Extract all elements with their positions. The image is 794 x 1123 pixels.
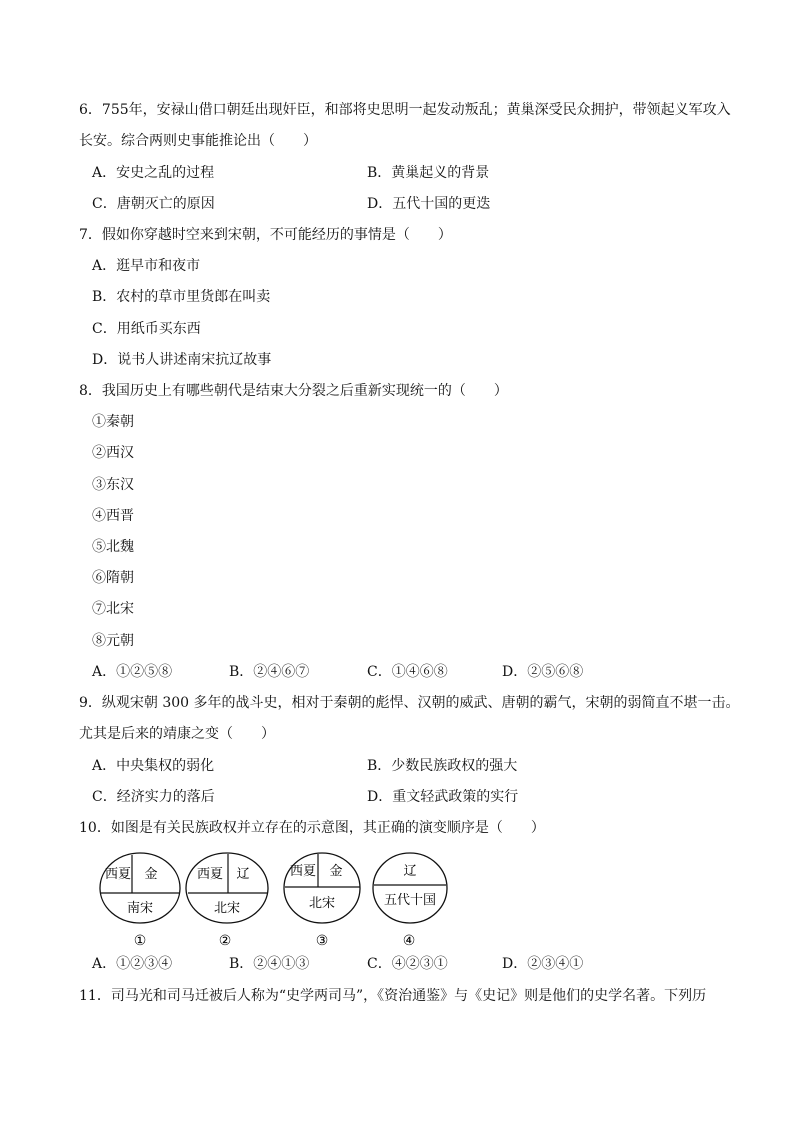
- diagram-1-top-right: 金: [144, 867, 158, 882]
- question-8-item-6: ⑥隋朝: [92, 570, 134, 586]
- question-10-option-b: B．②④①③: [229, 956, 310, 972]
- question-10-option-a: A．①②③④: [92, 956, 173, 972]
- question-8-item-3: ③东汉: [92, 477, 134, 493]
- question-6-option-a: A．安史之乱的过程: [92, 165, 215, 181]
- question-9-line-2: 尤其是后来的靖康之变（ ）: [79, 726, 275, 742]
- diagram-3-top-left: 西夏: [289, 864, 317, 879]
- question-6-option-c: C．唐朝灭亡的原因: [92, 196, 215, 212]
- question-10-stem: 10．如图是有关民族政权并立存在的示意图，其正确的演变顺序是（ ）: [79, 820, 545, 836]
- regime-diagram-2: [183, 851, 273, 949]
- question-9-option-c: C．经济实力的落后: [92, 789, 215, 805]
- question-7-stem: 7．假如你穿越时空来到宋朝，不可能经历的事情是（ ）: [79, 227, 452, 243]
- question-9-option-b: B．少数民族政权的强大: [367, 758, 518, 774]
- diagram-3-top-right: 金: [329, 864, 343, 879]
- question-8-option-d: D．②⑤⑥⑧: [502, 664, 584, 680]
- question-10-option-d: D．②③④①: [502, 956, 584, 972]
- question-8-item-2: ②西汉: [92, 445, 134, 461]
- question-7-option-d: D．说书人讲述南宋抗辽故事: [92, 352, 272, 368]
- question-9-line-1: 9．纵观宋朝 300 多年的战斗史，相对于秦朝的彪悍、汉朝的威武、唐朝的霸气，宋朝的弱简直不堪一击。: [79, 695, 740, 711]
- question-8-stem: 8．我国历史上有哪些朝代是结束大分裂之后重新实现统一的（ ）: [79, 383, 508, 399]
- diagram-4-top: 辽: [403, 864, 417, 879]
- question-8-item-5: ⑤北魏: [92, 539, 134, 555]
- question-7-option-c: C．用纸币买东西: [92, 321, 201, 337]
- question-7-option-a: A．逛早市和夜市: [92, 258, 201, 274]
- question-8-item-1: ①秦朝: [92, 414, 134, 430]
- regime-diagram-3: [280, 851, 370, 949]
- diagram-2-label: ②: [218, 933, 232, 949]
- question-6-option-d: D．五代十国的更迭: [367, 196, 491, 212]
- question-8-item-4: ④西晋: [92, 508, 134, 524]
- question-7-option-b: B．农村的草市里货郎在叫卖: [92, 289, 271, 305]
- question-8-item-7: ⑦北宋: [92, 601, 134, 617]
- diagram-4-bottom: 五代十国: [383, 893, 437, 908]
- diagram-1-label: ①: [133, 933, 147, 949]
- diagram-4-label: ④: [402, 933, 416, 949]
- question-8-option-b: B．②④⑥⑦: [229, 664, 310, 680]
- question-9-option-d: D．重文轻武政策的实行: [367, 789, 519, 805]
- regime-diagram-4: [368, 851, 458, 949]
- question-9-option-a: A．中央集权的弱化: [92, 758, 215, 774]
- diagram-2-top-right: 辽: [236, 867, 250, 882]
- question-8-option-a: A．①②⑤⑧: [92, 664, 173, 680]
- diagram-2-top-left: 西夏: [196, 867, 224, 882]
- diagram-3-label: ③: [315, 933, 329, 949]
- question-8-option-c: C．①④⑥⑧: [367, 664, 448, 680]
- question-11-line-1: 11．司马光和司马迁被后人称为“史学两司马”，《资治通鉴》与《史记》则是他们的史学名著。下列历: [79, 988, 707, 1004]
- question-6-line-1: 6．755年，安禄山借口朝廷出现奸臣，和部将史思明一起发动叛乱；黄巢深受民众拥护，带领起义军攻入: [79, 102, 731, 118]
- diagram-1-top-left: 西夏: [104, 867, 132, 882]
- diagram-1-bottom: 南宋: [126, 901, 154, 916]
- diagram-3-bottom: 北宋: [308, 896, 336, 911]
- question-10-option-c: C．④②③①: [367, 956, 448, 972]
- question-6-option-b: B．黄巢起义的背景: [367, 165, 490, 181]
- diagram-2-bottom: 北宋: [213, 901, 241, 916]
- question-6-line-2: 长安。综合两则史事能推论出（ ）: [79, 133, 317, 149]
- regime-diagram-1: [95, 851, 185, 949]
- question-8-item-8: ⑧元朝: [92, 633, 134, 649]
